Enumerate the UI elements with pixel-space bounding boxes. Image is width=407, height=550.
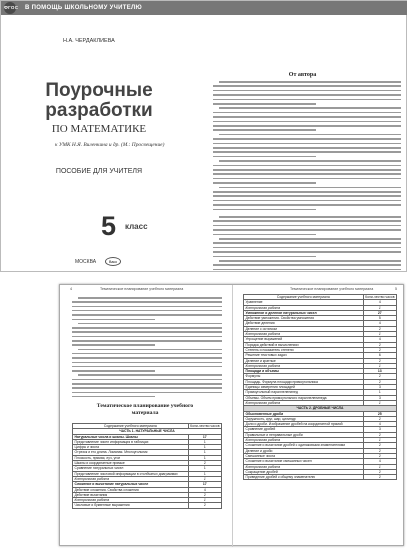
hours-cell: 4 [363, 422, 396, 427]
hours-cell: 2 [188, 503, 221, 508]
hours-cell: 5 [363, 316, 396, 321]
text-line [72, 319, 155, 321]
hours-cell: 4 [188, 487, 221, 492]
text-line [72, 310, 222, 312]
text-line [213, 242, 401, 244]
hours-cell: 1 [363, 438, 396, 443]
text-line [72, 331, 222, 333]
hours-cell: 17 [188, 434, 221, 439]
hours-cell: 1 [188, 439, 221, 444]
hours-cell: 1 [363, 464, 396, 469]
text-line [213, 209, 316, 211]
topic-cell: Площадь. Формула площади прямоугольника [244, 379, 364, 384]
text-line [72, 301, 222, 303]
text-line [213, 129, 316, 131]
text-line [213, 99, 401, 101]
text-line [213, 147, 401, 149]
topic-cell: Сравнение дробей [244, 427, 364, 432]
text-line [72, 306, 222, 308]
topic-cell: Действие вычитания [73, 492, 189, 497]
topic-cell: Действие деления [244, 321, 364, 326]
section-heading: ЧАСТЬ 1. НАТУРАЛЬНЫЕ ЧИСЛА [73, 429, 222, 434]
cover-page [0, 0, 407, 272]
text-line [213, 90, 401, 92]
book-spread [59, 284, 404, 546]
about-author-heading: От автора [288, 72, 317, 78]
hours-cell: 2 [363, 379, 396, 384]
topic-cell: Деление с остатком [244, 326, 364, 331]
hours-cell: 4 [363, 300, 396, 305]
topic-cell: Порядок действий в вычислениях [244, 342, 364, 347]
text-line [72, 366, 222, 368]
topic-cell: Контрольная работа [244, 363, 364, 368]
topic-cell: Объемы. Объем прямоугольного параллелепипеда [244, 395, 364, 400]
topic-cell: Сложение и вычитание смешанных чисел [244, 459, 364, 464]
text-line [72, 357, 222, 359]
fgos-logo: ФГОС [4, 2, 16, 14]
author-name: Н.А. ЧЕРДАКЛИЕВА [63, 38, 115, 44]
topic-cell: Контрольная работа [244, 332, 364, 337]
text-line [213, 178, 401, 180]
topic-cell: Смешанные числа [244, 453, 364, 458]
hours-cell: 3 [363, 385, 396, 390]
text-line [213, 103, 316, 105]
column-header-hours: Коли-чество часов [365, 295, 395, 299]
column-header-hours: Коли-чество часов [190, 424, 220, 428]
hours-cell: 1 [188, 445, 221, 450]
text-line [219, 238, 401, 240]
planning-title: Тематическое планирование учебного материала [96, 403, 194, 416]
text-line [213, 256, 316, 258]
planning-table-right [243, 294, 397, 480]
topic-cell: Доли и дроби. Изображение дробей на координатной прямой [244, 422, 364, 427]
topic-cell: Степень и показатель степени [244, 347, 364, 352]
topic-cell: Шкалы и координатные прямые [73, 461, 189, 466]
topic-cell: Решение текстовых задач [244, 353, 364, 358]
topic-cell: Сокращение дробей [244, 469, 364, 474]
text-line [213, 269, 401, 271]
topic-cell: Приведение дробей к общему знаменателю [244, 475, 364, 480]
hours-cell: 2 [363, 475, 396, 480]
hours-cell: 2 [188, 461, 221, 466]
topic-cell: Представление чисел информация в таблицах [73, 439, 189, 444]
cover-left-half [1, 15, 197, 273]
topic-cell: Единицы измерения площадей [244, 385, 364, 390]
text-line [219, 216, 401, 218]
text-line [213, 138, 401, 140]
text-line [72, 353, 222, 355]
text-line [213, 143, 401, 145]
text-line [213, 204, 401, 206]
hours-cell: 1 [188, 466, 221, 471]
topic-cell: Представление числовой информации в столбчатых диаграммах [73, 471, 189, 476]
hours-cell: 17 [188, 482, 221, 487]
text-line [72, 387, 222, 389]
topic-cell: Уравнение [244, 300, 364, 305]
topic-cell: Сравнение натуральных чисел [73, 466, 189, 471]
text-line [213, 225, 401, 227]
text-line [213, 200, 401, 202]
text-line [78, 323, 222, 325]
topic-cell: Контрольная работа [73, 476, 189, 481]
text-line [213, 116, 401, 118]
guide-label: ПОСОБИЕ ДЛЯ УЧИТЕЛЯ [55, 168, 143, 175]
right-running-head: Тематическое планирование учебного материала [290, 287, 374, 291]
hours-cell: 1 [363, 390, 396, 395]
hours-cell: 1 [363, 305, 396, 310]
hours-cell: 2 [363, 374, 396, 379]
hours-cell: 2 [363, 358, 396, 363]
hours-cell: 1 [188, 476, 221, 481]
text-line [219, 187, 401, 189]
topic-cell: Прямоугольный параллелепипед [244, 390, 364, 395]
text-line [213, 151, 401, 153]
topic-cell: Контрольная работа [244, 438, 364, 443]
text-line [219, 160, 401, 162]
hours-cell: 1 [188, 450, 221, 455]
column-header-content: Содержание учебного материала [244, 295, 364, 300]
text-line [213, 195, 401, 197]
topic-cell: Числовые и буквенные выражения [73, 503, 189, 508]
text-line [72, 336, 222, 338]
grade-word: класс [125, 222, 148, 231]
hours-cell: 2 [363, 443, 396, 448]
text-line [213, 173, 401, 175]
text-line [78, 349, 222, 351]
topic-cell: Действие умножения. Свойства умножения [244, 316, 364, 321]
text-line [213, 94, 401, 96]
left-running-head: Тематическое планирование учебного материала [100, 287, 184, 291]
text-line [219, 81, 401, 83]
topic-cell: Отрезок и его длина. Ломаная. Многоугольник [73, 450, 189, 455]
topic-cell: Натуральные числа и шкалы. Шкалы [73, 434, 189, 439]
grade-number: 5 [101, 211, 117, 241]
text-line [213, 169, 401, 171]
series-title: В ПОМОЩЬ ШКОЛЬНОМУ УЧИТЕЛЮ [25, 5, 142, 11]
table-row [244, 475, 397, 480]
title-line-1: Поурочные [45, 80, 153, 101]
hours-cell: 27 [363, 310, 396, 315]
left-page-number: 4 [70, 287, 72, 291]
planning-table-left [72, 423, 222, 509]
hours-cell: 2 [363, 326, 396, 331]
topic-cell: Плоскость, прямая, луч, угол [73, 455, 189, 460]
hours-cell: 1 [363, 400, 396, 405]
series-banner [1, 1, 407, 15]
hours-cell: 1 [188, 471, 221, 476]
hours-cell: 3 [363, 427, 396, 432]
topic-cell: Упрощение выражений [244, 337, 364, 342]
topic-cell: Контрольная работа [73, 498, 189, 503]
hours-cell: 1 [363, 332, 396, 337]
hours-cell: 2 [188, 492, 221, 497]
table-row [73, 503, 222, 508]
topic-cell: Действие сложения. Свойства сложения [73, 487, 189, 492]
title-line-2: разработки [45, 100, 153, 121]
topic-cell: Площади и объемы [244, 369, 364, 374]
text-line [219, 260, 401, 262]
text-line [78, 374, 222, 376]
hours-cell: 2 [363, 453, 396, 458]
hours-cell: 2 [363, 432, 396, 437]
publisher-logo: Вако [105, 257, 121, 266]
text-line [213, 112, 401, 114]
text-line [72, 344, 155, 346]
text-line [213, 85, 401, 87]
topic-cell: Контрольная работа [244, 464, 364, 469]
hours-cell: 13 [363, 369, 396, 374]
hours-cell: 4 [363, 337, 396, 342]
text-line [213, 121, 401, 123]
page-gutter [232, 285, 233, 547]
text-line [213, 229, 401, 231]
text-line [219, 134, 401, 136]
text-line [213, 264, 401, 266]
hours-cell: 2 [363, 347, 396, 352]
text-line [213, 251, 401, 253]
topic-cell: Контрольная работа [244, 400, 364, 405]
text-line [72, 370, 155, 372]
section-heading: ЧАСТЬ 2. ДРОБНЫЕ ЧИСЛА [244, 406, 397, 411]
hours-cell: 2 [363, 448, 396, 453]
topic-cell: Сложение и вычитание натуральных чисел [73, 482, 189, 487]
text-line [72, 392, 222, 394]
text-line [78, 297, 222, 299]
text-line [213, 156, 316, 158]
book-title [1, 81, 197, 121]
hours-cell: 6 [363, 353, 396, 358]
hours-cell: 4 [363, 321, 396, 326]
text-line [213, 191, 401, 193]
text-line [213, 247, 401, 249]
text-line [72, 340, 222, 342]
column-header-content: Содержание учебного материала [73, 424, 189, 429]
text-line [72, 379, 222, 381]
hours-cell: 25 [363, 411, 396, 416]
hours-cell: 1 [188, 455, 221, 460]
topic-cell: Контрольная работа [244, 305, 364, 310]
hours-cell: 3 [363, 395, 396, 400]
text-line [72, 314, 222, 316]
topic-cell: Умножение и деление натуральных чисел [244, 310, 364, 315]
topic-cell: Деление и кратные [244, 358, 364, 363]
text-line [72, 362, 222, 364]
hours-cell: 4 [363, 459, 396, 464]
text-line [213, 220, 401, 222]
topic-cell: Правильные и неправильные дроби [244, 432, 364, 437]
hours-cell: 1 [363, 363, 396, 368]
text-line [72, 327, 222, 329]
text-line [219, 107, 401, 109]
right-page-number: 5 [395, 287, 397, 291]
hours-cell: 2 [363, 469, 396, 474]
textbook-reference: к УМК Н.Я. Виленкина и др. (М.: Просвещение) [55, 142, 165, 148]
topic-cell: Окружность, круг, шар, цилиндр [244, 416, 364, 421]
text-line [213, 165, 401, 167]
topic-cell: Обыкновенные дроби [244, 411, 364, 416]
topic-cell: Формулы [244, 374, 364, 379]
text-line [213, 234, 316, 236]
publisher-city: МОСКВА [75, 259, 97, 265]
hours-cell: 1 [188, 498, 221, 503]
hours-cell: 2 [363, 416, 396, 421]
topic-cell: Деление и дроби [244, 448, 364, 453]
text-line [213, 125, 401, 127]
topic-cell: Сложение и вычитание дробей с одинаковыми знаменателями [244, 443, 364, 448]
subject-title: ПО МАТЕМАТИКЕ [51, 123, 147, 135]
hours-cell: 2 [363, 342, 396, 347]
topic-cell: Цифры и числа [73, 445, 189, 450]
text-line [213, 182, 316, 184]
text-line [72, 383, 222, 385]
text-line [72, 396, 155, 398]
